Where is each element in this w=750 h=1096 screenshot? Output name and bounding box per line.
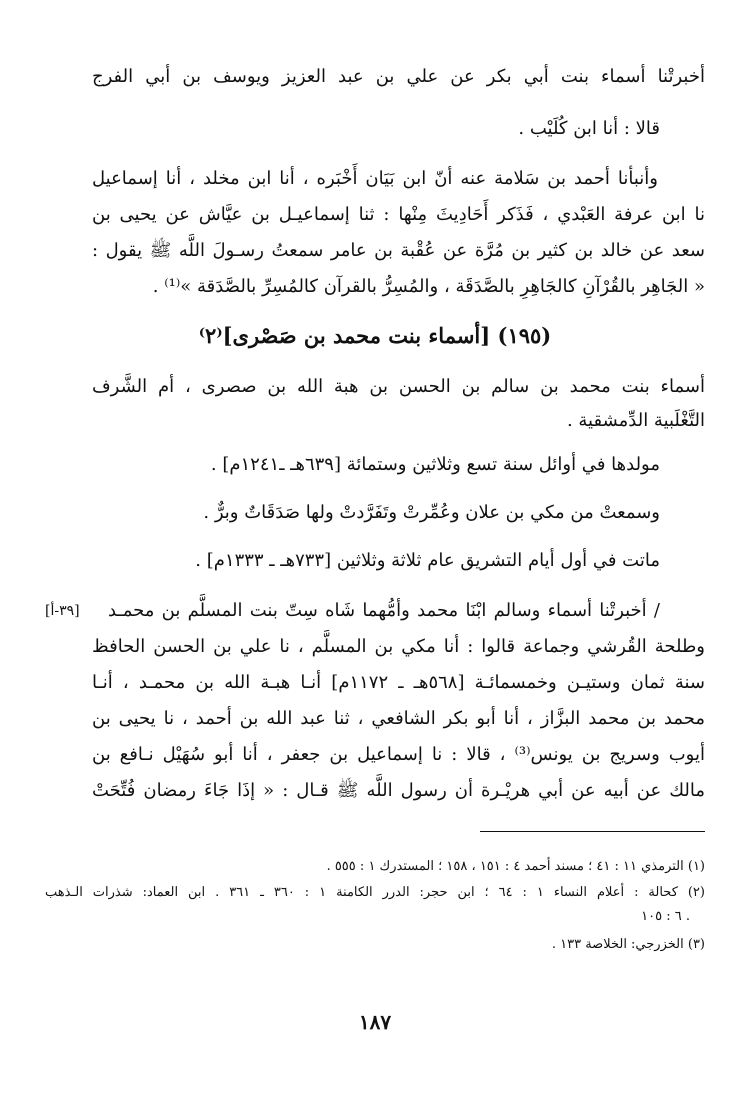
text-line: أيوب وسريج بن يونس⁽³⁾ ، قالا : نا إسماعيل بن جعفر ، أنا أبو سُهَيْل نـافع بن <box>92 744 705 765</box>
text-line: أسماء بنت محمد بن سالم بن الحسن بن هبة الله بن صصرى ، أم الشَّرف <box>92 376 705 397</box>
text-line: محمد بن محمد البزَّاز ، أنا أبو بكر الشافعي ، ثنا عبد الله بن أحمد ، نا يحيى بن <box>92 708 705 729</box>
footnote: ٦ : ١٠٥ . <box>641 909 690 924</box>
text-line: أخبرتْنا أسماء بنت أبي بكر عن علي بن عبد العزيز ويوسف بن أبي الفرج <box>92 66 705 87</box>
text-line: التَّغْلَبية الدِّمشقية . <box>566 410 705 431</box>
entry-heading: (١٩٥) [أسماء بنت محمد بن صَصْرى]⁽٢⁾ <box>198 323 552 348</box>
footnote: (٢) كحالة : أعلام النساء ١ : ٦٤ ؛ ابن حجر: الدرر الكامنة ١ : ٣٦٠ ـ ٣٦١ . ابن العماد: شذرات الـذهب <box>45 885 705 900</box>
page-number: ١٨٧ <box>358 1010 392 1034</box>
text-line: سعد عن خالد بن كثير بن مُرَّة عن عُقْبة بن عامر سمعتُ رسـولَ اللَّه ﷺ يقول : <box>92 240 705 261</box>
text-line: ماتت في أول أيام التشريق عام ثلاثة وثلاثين [٧٣٣هـ ـ ١٣٣٣م] . <box>195 550 660 571</box>
text-line: وأنبأنا أحمد بن سَلامة عنه أنّ ابن بَيَان أَخْبَره ، أنا ابن مخلد ، أنا إسماعيل <box>92 168 658 189</box>
text-line: وطلحة القُرشي وجماعة قالوا : أنا مكي بن المسلَّم ، نا علي بن الحسن الحافظ <box>92 636 705 657</box>
text-line: نا ابن عرفة العَبْدي ، فَذَكر أَحَادِيثَ مِنْها : ثنا إسماعيـل بن عيَّاش عن يحيى بن <box>92 204 705 225</box>
footnote-separator <box>480 831 705 832</box>
footnote: (١) الترمذي ١١ : ٤١ ؛ مسند أحمد ٤ : ١٥١ ، ١٥٨ ؛ المستدرك ١ : ٥٥٥ . <box>326 859 705 874</box>
text-line: مولدها في أوائل سنة تسع وثلاثين وستمائة [٦٣٩هـ ـ١٢٤١م] . <box>210 454 660 475</box>
text-line: مالك عن أبيه عن أبي هريْـرة أن رسول اللَّه ﷺ قـال : « إذَا جَاءَ رمضان فُتِّحَتْ <box>92 780 705 801</box>
footnote: (٣) الخزرجي: الخلاصة ١٣٣ . <box>551 937 705 952</box>
manuscript-folio-ref: [٣٩-أ] <box>45 603 80 619</box>
text-line: قالا : أنا ابن كُلَيْب . <box>518 118 660 139</box>
text-line: سنة ثمان وستيـن وخمسمائـة [٥٦٨هـ ـ ١١٧٢م] أنـا هبـة الله بن محمـد ، أنـا <box>92 672 706 693</box>
text-line: « الجَاهِر بالقُرْآنِ كالجَاهِرِ بالصَّدَقَة ، والمُسِرُّ بالقرآن كالمُسِرِّ بالصَّدَقة »⁽¹⁾ . <box>152 276 705 297</box>
text-line: وسمعتْ من مكي بن علان وعُمِّرتْ وتَفَرَّدتْ ولها صَدَقَاتٌ وبرٌّ . <box>203 502 660 523</box>
text-line: / أخبرتْنا أسماء وسالم ابْنَا محمد وأمُّهما شَاه سِتّ بنت المسلَّم بن محمـد <box>108 600 660 621</box>
